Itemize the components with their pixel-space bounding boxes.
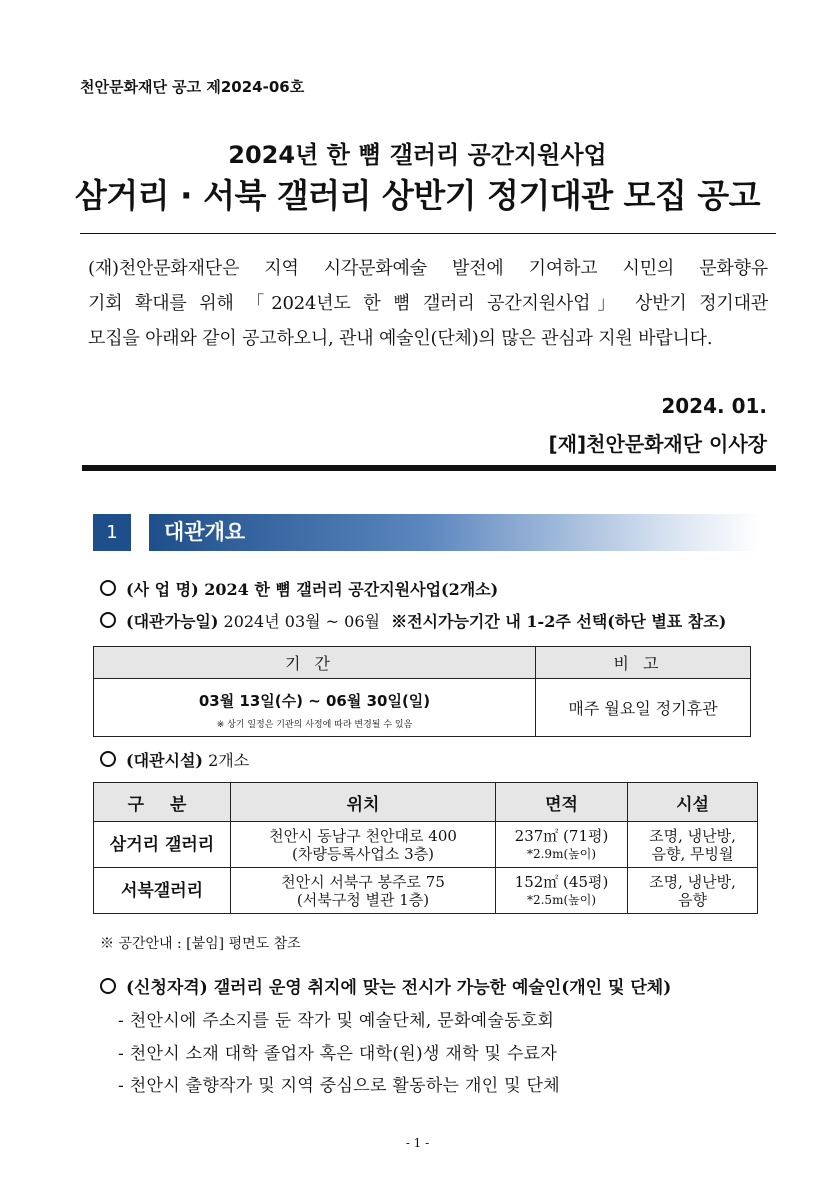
period-note: ※전시가능기간 내 1-2주 선택(하단 별표 참조) [391, 612, 727, 631]
facility-table [93, 782, 758, 914]
facilities-line-1: 조명, 냉난방, [649, 872, 736, 891]
period-value: 2024년 03월 ~ 06월 [223, 612, 380, 631]
document-title: 삼거리 · 서북 갤러리 상반기 정기대관 모집 공고 [74, 176, 761, 215]
facilities-line-2: 음향, 무빙월 [651, 844, 734, 863]
space-guide-note: ※ 공간안내 : [붙임] 평면도 참조 [100, 936, 301, 952]
page-number: - 1 - [405, 1136, 430, 1150]
list-item: - 천안시 소재 대학 졸업자 혹은 대학(원)생 재학 및 수료자 [118, 1044, 558, 1064]
list-item: - 천안시 출향작가 및 지역 중심으로 활동하는 개인 및 단체 [118, 1076, 560, 1096]
table-row [94, 868, 758, 914]
period-cell [94, 679, 536, 737]
location-line-1: 천안시 서북구 봉주로 75 [281, 872, 445, 891]
circle-bullet-icon [100, 751, 116, 767]
area-value: 152㎡ (45평) [514, 872, 609, 891]
intro-line-2: 기회 확대를 위해 「2024년도 한 뼘 갤러리 공간지원사업」 상반기 정기대관 [88, 293, 768, 314]
location-line-2: (차량등록사업소 3층) [292, 844, 434, 863]
gallery-facilities [628, 868, 758, 914]
ceiling-height: *2.5m(높이) [526, 892, 596, 907]
notice-date: 2024. 01. [661, 394, 767, 418]
remark-header: 비고 [536, 647, 751, 679]
period-date-note: ※ 상기 일정은 기관의 사정에 따라 변경될 수 있음 [216, 719, 413, 730]
intro-line-1: (재)천안문화재단은 지역 시각문화예술 발전에 기여하고 시민의 문화향유 [88, 258, 768, 279]
facilities-line-2: 음향 [678, 890, 707, 909]
project-name-text: (사 업 명) 2024 한 뼘 갤러리 공간지원사업(2개소) [126, 580, 499, 599]
circle-bullet-icon [100, 580, 116, 596]
location-line-2: (서북구청 별관 1층) [296, 890, 430, 909]
thick-divider [82, 465, 776, 471]
circle-bullet-icon [100, 612, 116, 628]
signer: [재]천안문화재단 이사장 [548, 432, 767, 456]
facilities-line-1: 조명, 냉난방, [649, 826, 736, 845]
bullet-eligibility [100, 973, 671, 998]
col-header-area: 면적 [496, 783, 628, 822]
notice-number: 천안문화재단 공고 제2024-06호 [80, 78, 305, 96]
intro-line-3: 모집을 아래와 같이 공고하오니, 관내 예술인(단체)의 많은 관심과 지원 바랍니다. [88, 328, 713, 349]
gallery-name: 서북갤러리 [94, 868, 231, 914]
remark-cell: 매주 월요일 정기휴관 [536, 679, 751, 737]
location-line-1: 천안시 동남구 천안대로 400 [269, 826, 457, 845]
gallery-area [496, 822, 628, 868]
facility-label: (대관시설) [126, 751, 203, 770]
period-label: (대관가능일) [126, 612, 219, 631]
section-title: 대관개요 [164, 520, 246, 544]
period-dates: 03월 13일(수) ~ 06월 30일(일) [198, 691, 431, 710]
table-row [94, 822, 758, 868]
ceiling-height: *2.9m(높이) [526, 846, 596, 861]
bullet-facility [100, 748, 249, 771]
circle-bullet-icon [100, 978, 116, 994]
gallery-location [231, 868, 496, 914]
facility-value: 2개소 [208, 751, 250, 770]
bullet-rental-period [100, 609, 726, 632]
col-header-category: 구 분 [94, 783, 231, 822]
period-table [93, 646, 751, 737]
area-value: 237㎡ (71평) [514, 826, 609, 845]
eligibility-text: (신청자격) 갤러리 운영 취지에 맞는 전시가 가능한 예술인(개인 및 단체) [126, 978, 672, 998]
col-header-facilities: 시설 [628, 783, 758, 822]
period-header: 기간 [94, 647, 536, 679]
gallery-facilities [628, 822, 758, 868]
gallery-name: 삼거리 갤러리 [94, 822, 231, 868]
document-subtitle: 2024년 한 뼘 갤러리 공간지원사업 [228, 141, 607, 169]
col-header-location: 위치 [231, 783, 496, 822]
gallery-area [496, 868, 628, 914]
bullet-project-name [100, 577, 498, 600]
gallery-location [231, 822, 496, 868]
top-divider [80, 233, 776, 234]
list-item: - 천안시에 주소지를 둔 작가 및 예술단체, 문화예술동호회 [118, 1011, 555, 1031]
section-number: 1 [93, 514, 131, 551]
